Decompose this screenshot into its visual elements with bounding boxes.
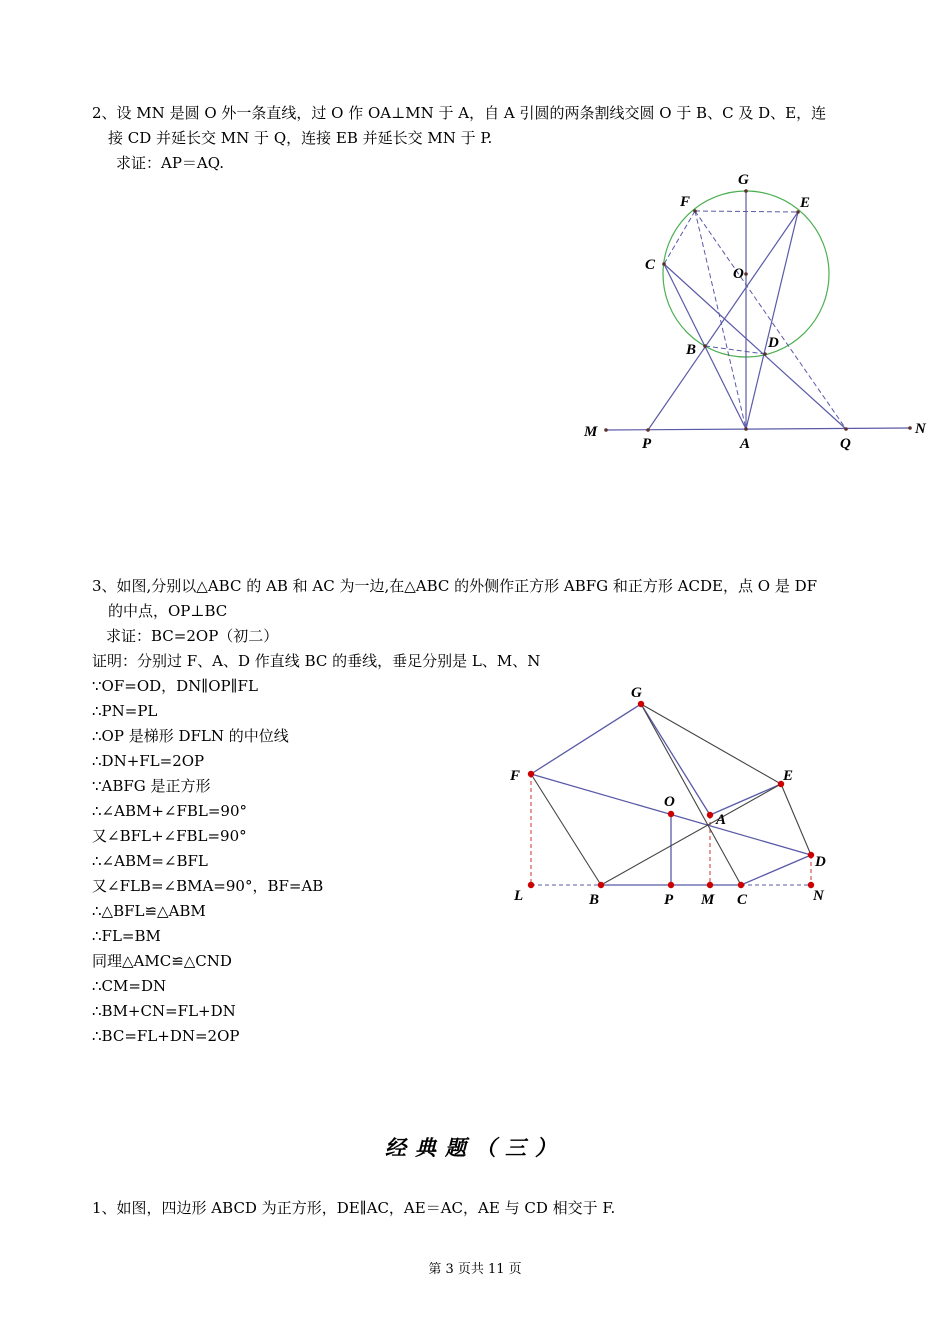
label-b: B [686,342,697,358]
point-g [744,189,748,193]
problem3-line2: 的中点，OP⊥BC [108,602,228,620]
label-e: E [783,768,794,784]
label-o: O [733,266,744,282]
point-f [693,209,697,213]
point-g [638,701,644,707]
label-q: Q [840,436,851,452]
figure-circle-secants [570,165,940,460]
segment-ga [641,704,710,815]
label-m: M [701,892,715,908]
proof-step: ∴∠ABM+∠FBL=90° [92,802,248,820]
dashed-fc [664,211,695,264]
proof-step: ∴BC=FL+DN=2OP [92,1027,240,1045]
proof-step: ∴OP 是梯形 DFLN 的中位线 [92,727,289,745]
label-l: L [514,888,524,904]
proof-step: ∴PN=PL [92,702,158,720]
figure-squares [500,678,845,908]
problem3-prove: 求证：BC=2OP（初二） [106,627,279,645]
proof-step: 同理△AMC≌△CND [92,952,232,970]
segment-gc [641,704,741,885]
point-f [528,771,534,777]
proof-step: ∴FL=BM [92,927,161,945]
label-g: G [631,685,642,701]
point-o [668,811,674,817]
segment-fg [531,704,641,774]
segment-ge [641,704,781,784]
proof-step: ∵ABFG 是正方形 [92,777,211,795]
point-o [744,272,748,276]
point-p [668,882,674,888]
label-c: C [645,257,656,273]
proof-step: 又∠FLB=∠BMA=90°，BF=AB [92,877,324,895]
label-a: A [716,812,727,828]
line-mn [606,428,910,430]
proof-step: ∵OF=OD，DN∥OP∥FL [92,677,258,695]
segment-ed [781,784,811,855]
proof-step: ∴DN+FL=2OP [92,752,205,770]
label-d: D [768,335,779,351]
problem2-line1: 2、设 MN 是圆 O 外一条直线，过 O 作 OA⊥MN 于 A，自 A 引圆的两条割线交圆 O 于 B、C 及 D、E，连 [92,104,827,122]
point-c [662,262,666,266]
label-p: P [664,892,674,908]
proof-step: 证明：分别过 F、A、D 作直线 BC 的垂线，垂足分别是 L、M、N [92,652,541,670]
segment-be [601,784,781,885]
page-footer: 第 3 页共 11 页 [428,1262,522,1277]
problem2-line2: 接 CD 并延长交 MN 于 Q，连接 EB 并延长交 MN 于 P. [108,129,493,147]
label-p: P [642,436,652,452]
segment-cd [741,855,811,885]
point-d [763,352,767,356]
label-n: N [915,421,926,437]
point-c [738,882,744,888]
segment-ea [746,212,798,429]
label-f: F [510,768,521,784]
point-b [598,882,604,888]
label-n: N [813,888,824,904]
label-m: M [584,424,598,440]
section-title: 经典题（三） [385,1135,565,1160]
proof-step: 又∠BFL+∠FBL=90° [92,827,247,845]
point-l [528,882,534,888]
segment-ep [648,212,798,430]
problem3-line1: 3、如图,分别以△ABC 的 AB 和 AC 为一边,在△ABC 的外侧作正方形 ABFG 和正方形 ACDE，点 O 是 DF [92,577,818,595]
proof-step: ∴CM=DN [92,977,167,995]
point-a [744,427,748,431]
point-q [844,427,848,431]
proof-step: ∴△BFL≌△ABM [92,902,206,920]
label-f: F [680,194,691,210]
proof-step: ∴∠ABM=∠BFL [92,852,208,870]
point-m [707,882,713,888]
label-g: G [738,172,749,188]
label-a: A [740,436,751,452]
label-d: D [815,854,826,870]
dashed-fa [695,211,746,429]
label-c: C [737,892,748,908]
label-o: O [664,794,675,810]
point-m [604,428,608,432]
problem1-line1: 1、如图，四边形 ABCD 为正方形，DE∥AC，AE＝AC，AE 与 CD 相交于 F. [92,1199,616,1217]
proof-step: ∴BM+CN=FL+DN [92,1002,236,1020]
point-d [808,852,814,858]
point-p [646,428,650,432]
segment-ae [710,784,781,815]
point-b [703,344,707,348]
problem2-prove: 求证：AP＝AQ. [116,154,225,172]
point-a [707,812,713,818]
point-n [908,426,912,430]
label-e: E [800,195,811,211]
label-b: B [589,892,600,908]
dashed-fe [695,211,798,212]
